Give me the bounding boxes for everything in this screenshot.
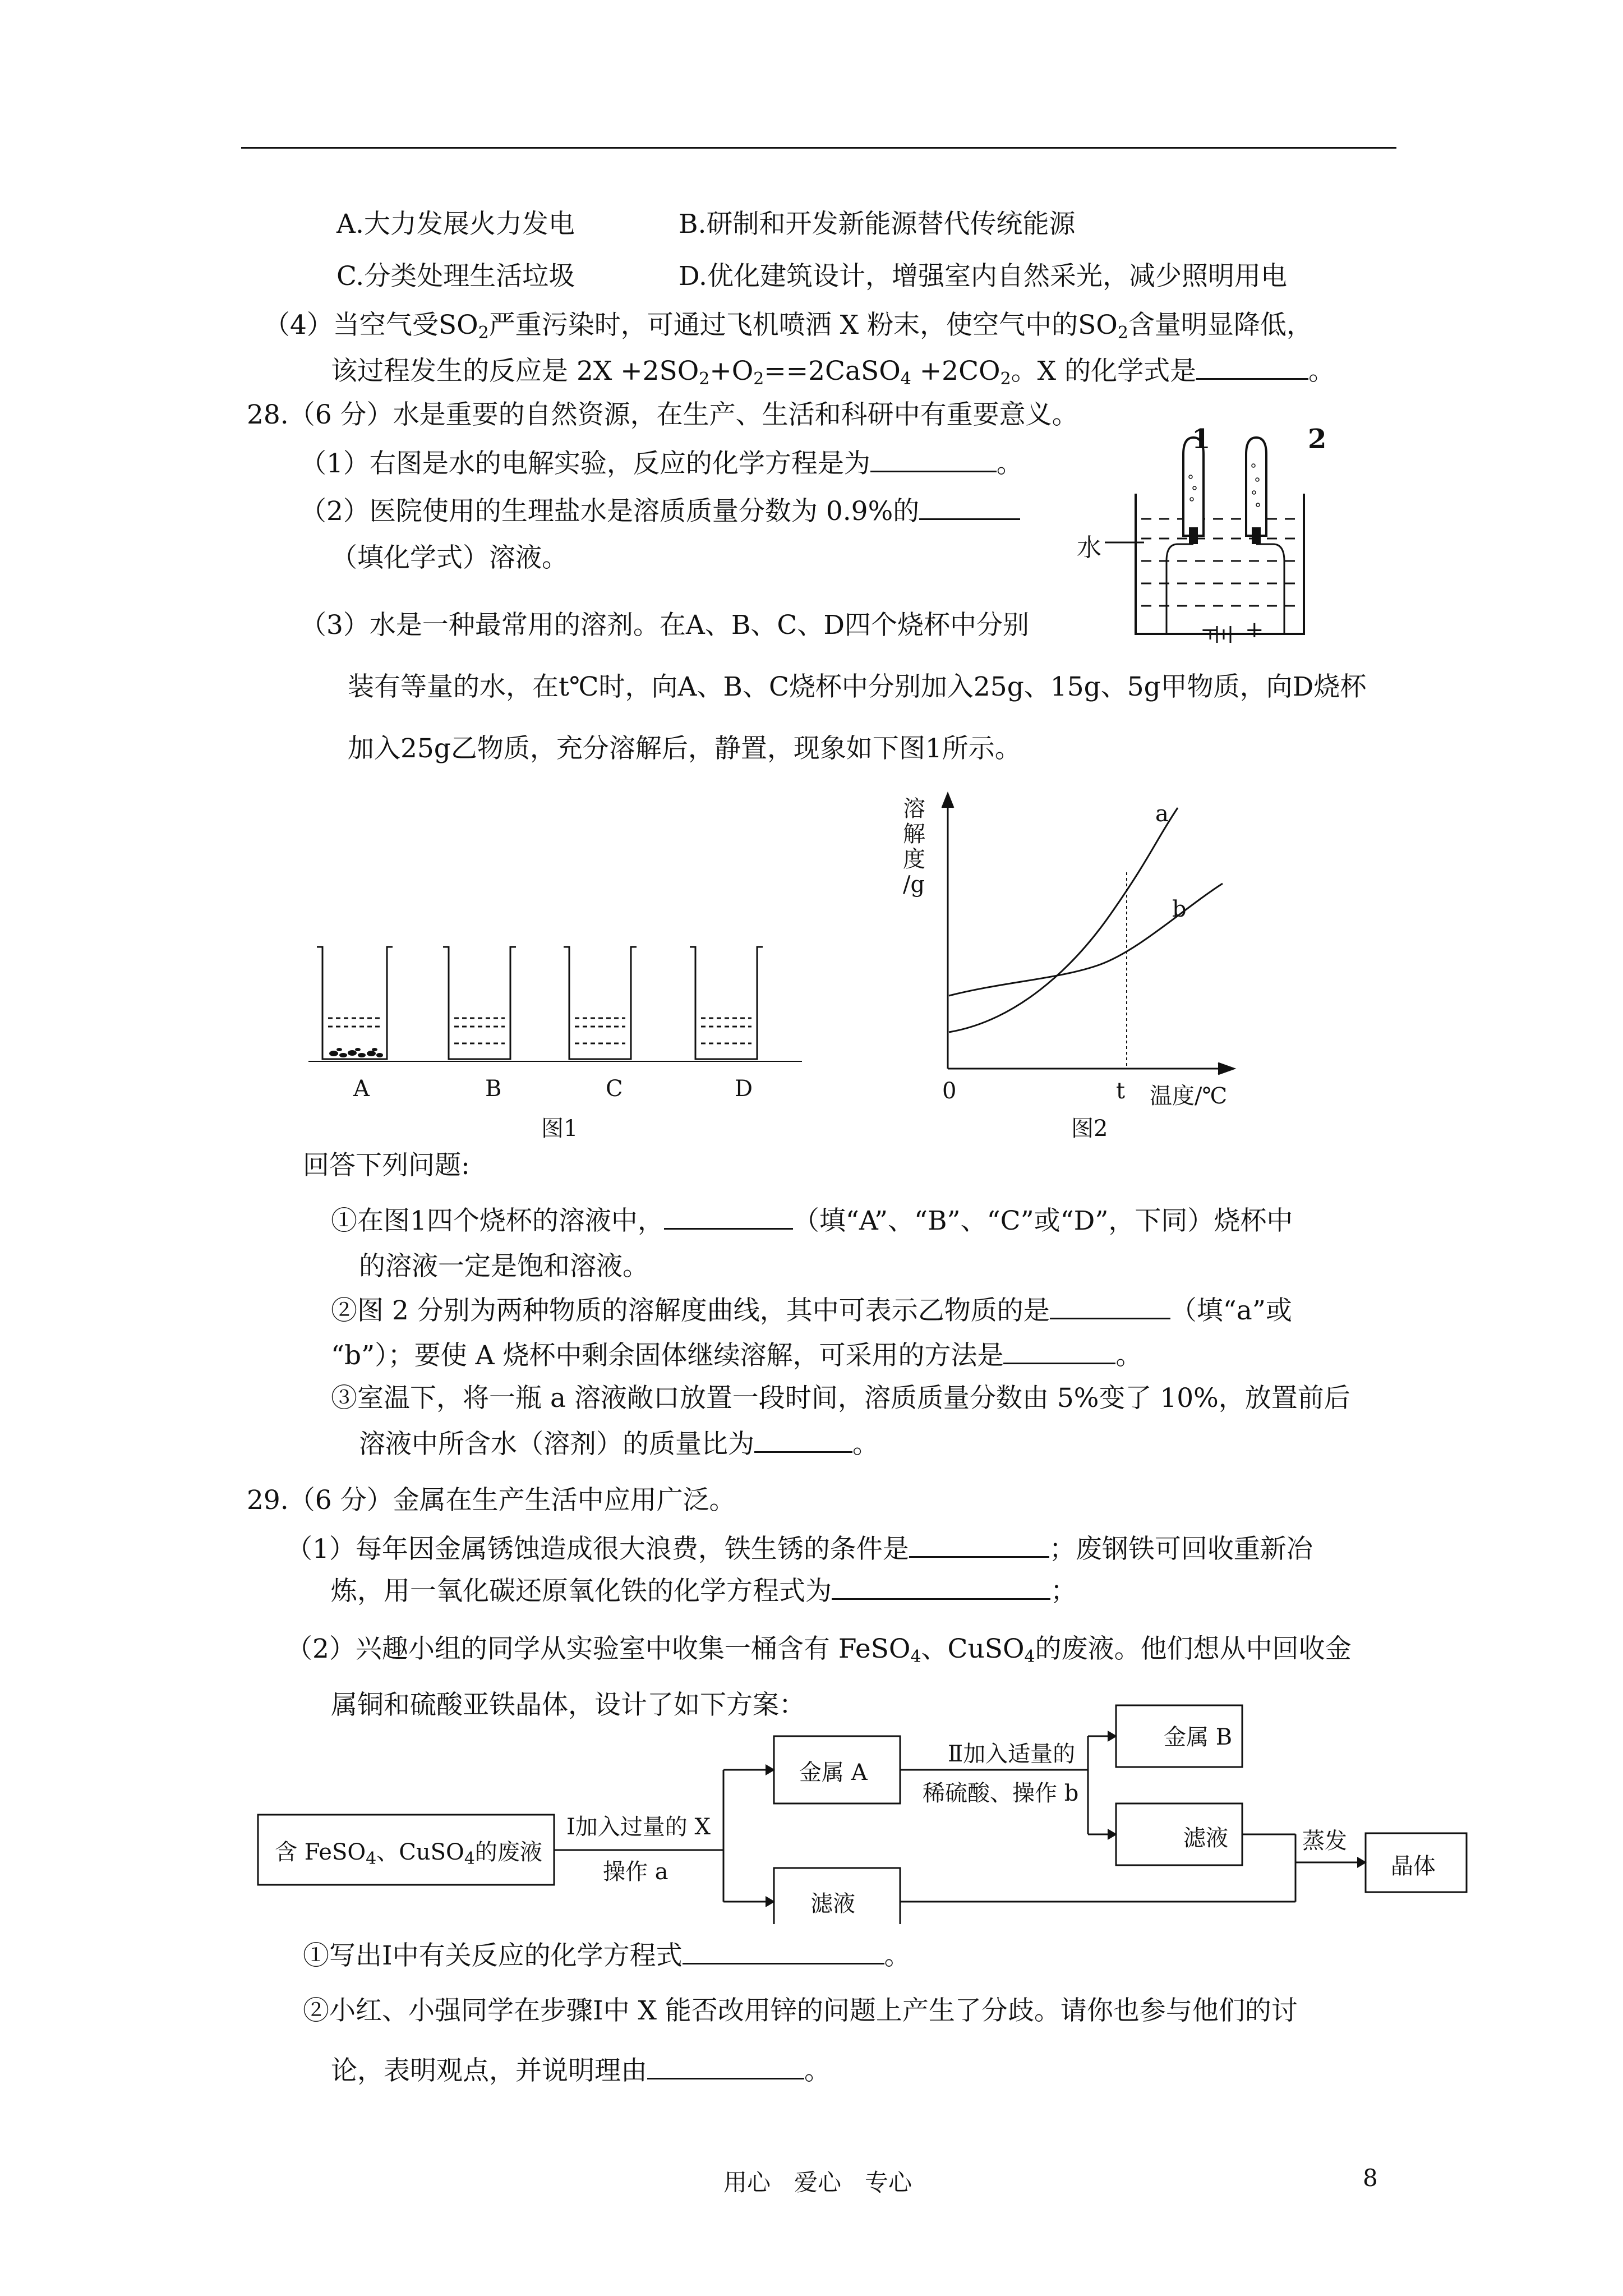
q27-option-c: C.分类处理生活垃圾 bbox=[336, 261, 575, 292]
answer-intro: 回答下列问题: bbox=[303, 1150, 470, 1181]
figure2-caption: 图2 bbox=[1071, 1116, 1108, 1142]
figure1-caption: 图1 bbox=[541, 1116, 578, 1142]
beaker-b-label: B bbox=[485, 1076, 502, 1102]
tube-1-label: 1 bbox=[1192, 424, 1211, 455]
q27-part4-line1: （4）当空气受$SO_2$严重污染时，可通过飞机喷洒 X 粉末，使空气中的$SO_2$含量明显降低， bbox=[264, 310, 1313, 343]
curve-a bbox=[949, 808, 1178, 1032]
q28-part2: （2）医院使用的生理盐水是溶质质量分数为 0.9%的 bbox=[300, 494, 1020, 528]
q29-title: 29.（6 分）金属在生产生活中应用广泛。 bbox=[247, 1485, 736, 1516]
curve-a-label: a bbox=[1155, 801, 1169, 827]
flow-filtrate2: 滤液 bbox=[1183, 1825, 1228, 1851]
answer-blank[interactable] bbox=[1050, 1293, 1170, 1319]
answer-blank[interactable] bbox=[832, 1573, 1050, 1600]
q28-part2-cont: （填化学式）溶液。 bbox=[331, 542, 568, 573]
flow-start-label: 含 FeSO$_4$、CuSO$_4$的废液 bbox=[275, 1839, 542, 1869]
flow-step1-operation: 操作 a bbox=[603, 1859, 668, 1885]
q28-sub2-line2: “b”）；要使 A 烧杯中剩余固体继续溶解，可采用的方法是 。 bbox=[331, 1338, 1142, 1373]
page-number: 8 bbox=[1363, 2164, 1378, 2192]
water-label: 水 bbox=[1077, 533, 1101, 562]
q27-option-b: B.研制和开发新能源替代传统能源 bbox=[679, 209, 1076, 240]
flow-step1-label: Ⅰ加入过量的 X bbox=[566, 1814, 711, 1840]
curve-b-label: b bbox=[1172, 896, 1187, 922]
answer-blank[interactable] bbox=[664, 1203, 793, 1230]
origin-label: 0 bbox=[942, 1078, 957, 1104]
q29-part1-line2: 炼，用一氧化碳还原氧化铁的化学方程式为 ； bbox=[331, 1573, 1077, 1608]
q29-sub1: ①写出Ⅰ中有关反应的化学方程式 。 bbox=[303, 1938, 911, 1973]
q28-title: 28.（6 分）水是重要的自然资源，在生产、生活和科研中有重要意义。 bbox=[247, 399, 1078, 430]
q29-sub2-line1: ②小红、小强同学在步骤Ⅰ中 X 能否改用锌的问题上产生了分歧。请你也参与他们的讨 bbox=[303, 1995, 1298, 2026]
q29-part2-line1: （2）兴趣小组的同学从实验室中收集一桶含有 FeSO$_4$、CuSO$_4$的废液。他们想从中回收金 bbox=[286, 1634, 1352, 1667]
q28-part3-line3: 加入25g乙物质，充分溶解后，静置，现象如下图1所示。 bbox=[348, 733, 1021, 764]
answer-blank[interactable] bbox=[1003, 1338, 1115, 1364]
flow-metal-a: 金属 A bbox=[799, 1760, 868, 1786]
flow-evaporate: 蒸发 bbox=[1302, 1828, 1347, 1854]
beaker-a-label: A bbox=[353, 1076, 370, 1102]
q27-option-d: D.优化建筑设计，增强室内自然采光，减少照明用电 bbox=[679, 261, 1287, 292]
battery-plus: + bbox=[1245, 617, 1264, 643]
flow-step2-operation: 稀硫酸、操作 b bbox=[923, 1780, 1079, 1806]
answer-blank[interactable] bbox=[683, 1938, 884, 1964]
beakers-figure bbox=[308, 931, 813, 1066]
flow-step2-label: Ⅱ加入适量的 bbox=[948, 1741, 1076, 1767]
flow-crystal: 晶体 bbox=[1391, 1853, 1436, 1879]
header-rule bbox=[241, 147, 1396, 149]
beaker-d-label: D bbox=[735, 1076, 753, 1102]
flow-chart bbox=[252, 1700, 1486, 1924]
tube-2-label: 2 bbox=[1308, 424, 1327, 455]
q27-part4-line2: 该过程发生的反应是 $2X +2SO_2+O_2==2CaSO_4 +2CO_2$。X 的化学式是 。 bbox=[331, 353, 1335, 396]
t-label: t bbox=[1116, 1078, 1126, 1104]
beaker-c-label: C bbox=[606, 1076, 623, 1102]
solubility-chart bbox=[931, 785, 1245, 1077]
q28-sub3-line2: 溶液中所含水（溶剂）的质量比为 。 bbox=[359, 1427, 879, 1461]
q28-sub1-line1: ①在图1四个烧杯的溶液中， （填“A”、“B”、“C”或“D”，下同）烧杯中 bbox=[331, 1203, 1293, 1238]
temperature-axis-label: 温度/℃ bbox=[1150, 1083, 1228, 1109]
answer-blank[interactable] bbox=[647, 2053, 804, 2079]
footer-motto: 用心 爱心 专心 bbox=[723, 2169, 912, 2196]
q29-part2-line2: 属铜和硫酸亚铁晶体，设计了如下方案： bbox=[331, 1690, 805, 1720]
q28-part3-line1: （3）水是一种最常用的溶剂。在A、B、C、D四个烧杯中分别 bbox=[300, 610, 1030, 641]
answer-blank[interactable] bbox=[919, 494, 1020, 520]
flow-filtrate1: 滤液 bbox=[810, 1891, 855, 1917]
solubility-axis-label: 溶 解 度 /g bbox=[903, 796, 925, 898]
q28-sub2-line1: ②图 2 分别为两种物质的溶解度曲线，其中可表示乙物质的是 （填“a”或 bbox=[331, 1293, 1292, 1328]
q28-part1: （1）右图是水的电解实验，反应的化学方程是为 。 bbox=[300, 446, 1023, 481]
answer-blank[interactable] bbox=[1196, 353, 1308, 380]
battery-minus: − bbox=[1200, 617, 1219, 643]
q28-part3-line2: 装有等量的水，在t℃时，向A、B、C烧杯中分别加入25g、15g、5g甲物质，向D烧杯 bbox=[348, 671, 1367, 702]
answer-blank[interactable] bbox=[754, 1427, 852, 1453]
q27-option-a: A.大力发展火力发电 bbox=[336, 209, 575, 240]
q29-sub2-line2: 论，表明观点，并说明理由 。 bbox=[331, 2053, 831, 2088]
flow-metal-b: 金属 B bbox=[1164, 1724, 1233, 1750]
q28-sub3-line1: ③室温下，将一瓶 a 溶液敞口放置一段时间，溶质质量分数由 5%变了 10%，放置前后 bbox=[331, 1383, 1350, 1414]
answer-blank[interactable] bbox=[909, 1531, 1049, 1558]
q29-part1-line1: （1）每年因金属锈蚀造成很大浪费，铁生锈的条件是 ；废钢铁可回收重新冶 bbox=[286, 1531, 1313, 1566]
q28-sub1-line2: 的溶液一定是饱和溶液。 bbox=[359, 1251, 649, 1282]
answer-blank[interactable] bbox=[870, 446, 997, 472]
